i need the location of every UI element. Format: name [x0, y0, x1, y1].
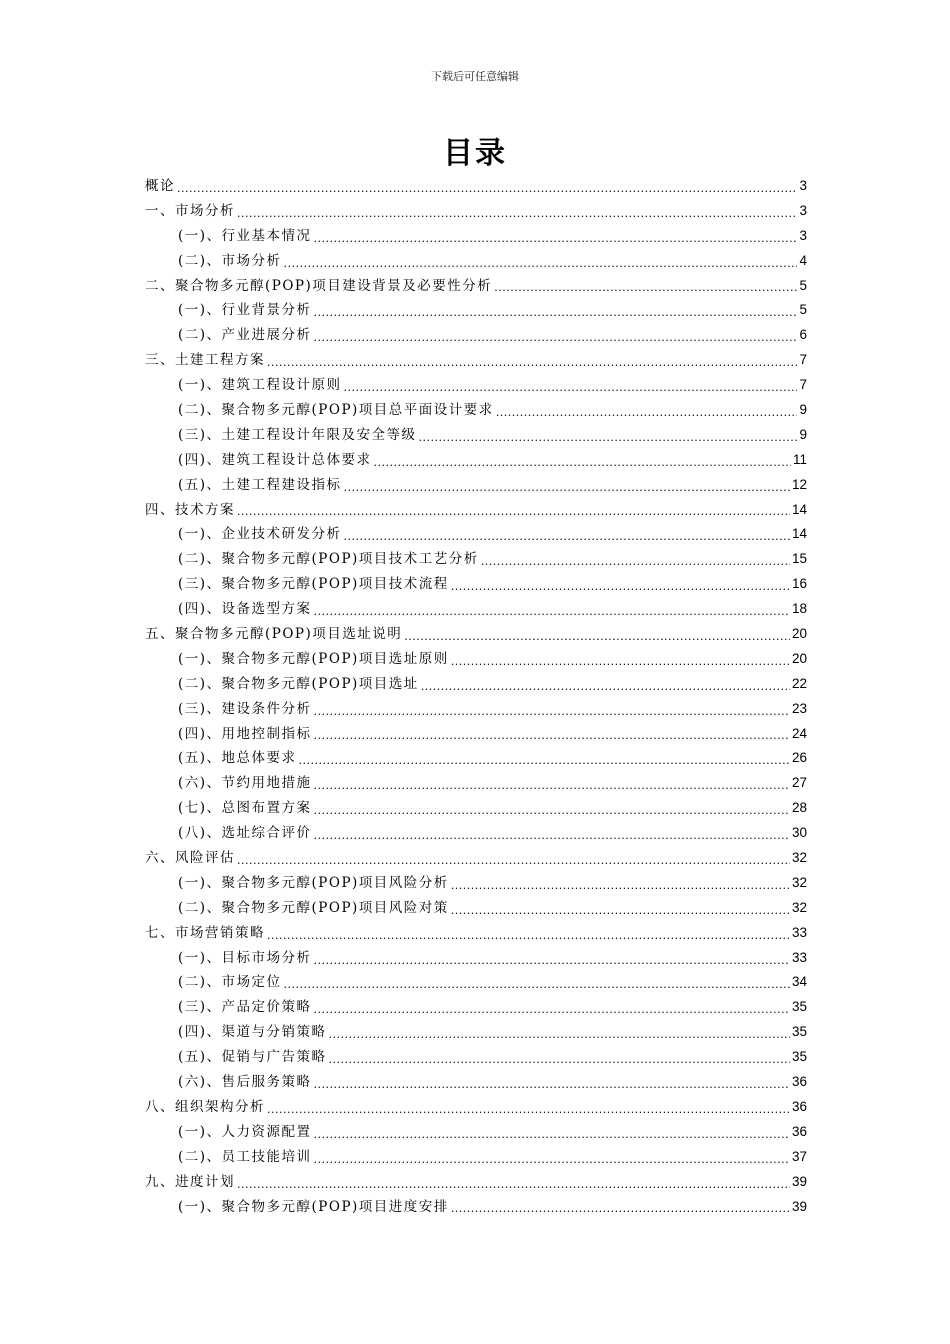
toc-entry-title: (四)、用地控制指标: [178, 725, 312, 742]
toc-entry-page-number: 3: [799, 227, 807, 243]
toc-entry[interactable]: [145, 871, 807, 896]
toc-entry[interactable]: [145, 771, 807, 796]
toc-entry-title: (一)、聚合物多元醇(POP)项目风险分析: [178, 874, 449, 891]
toc-entry[interactable]: [145, 846, 807, 871]
toc-dot-leader: [284, 254, 798, 274]
toc-entry-title: (六)、售后服务策略: [178, 1074, 312, 1091]
toc-entry[interactable]: [145, 473, 807, 498]
toc-entry[interactable]: [145, 647, 807, 672]
toc-entry[interactable]: [145, 946, 807, 971]
toc-entry[interactable]: [145, 622, 807, 647]
toc-entry-title: (一)、企业技术研发分析: [178, 526, 342, 543]
toc-entry-title: 三、土建工程方案: [145, 352, 265, 369]
toc-entry-title: (一)、聚合物多元醇(POP)项目选址原则: [178, 650, 449, 667]
toc-entry[interactable]: [145, 298, 807, 323]
toc-entry[interactable]: [145, 547, 807, 572]
toc-entry-title: (三)、聚合物多元醇(POP)项目技术流程: [178, 576, 449, 593]
toc-dot-leader: [344, 378, 798, 398]
toc-dot-leader: [314, 602, 790, 622]
toc-entry-title: (五)、地总体要求: [178, 750, 297, 767]
toc-entry-title: (三)、建设条件分析: [178, 700, 312, 717]
toc-entry[interactable]: [145, 1095, 807, 1120]
toc-entry-page-number: 35: [791, 1049, 807, 1065]
toc-entry-title: 一、市场分析: [145, 202, 235, 219]
toc-entry-page-number: 20: [791, 626, 807, 642]
toc-entry-page-number: 26: [791, 750, 807, 766]
toc-dot-leader: [267, 926, 790, 946]
toc-entry[interactable]: [145, 1070, 807, 1095]
toc-dot-leader: [237, 502, 790, 522]
toc-dot-leader: [177, 179, 797, 199]
toc-entry-title: 五、聚合物多元醇(POP)项目选址说明: [145, 626, 403, 643]
toc-entry-page-number: 30: [791, 825, 807, 841]
toc-entry-title: (二)、聚合物多元醇(POP)项目选址: [178, 675, 419, 692]
toc-dot-leader: [314, 328, 798, 348]
toc-entry-title: (二)、聚合物多元醇(POP)项目技术工艺分析: [178, 551, 479, 568]
toc-entry[interactable]: [145, 323, 807, 348]
toc-entry[interactable]: [145, 597, 807, 622]
toc-entry-title: (四)、渠道与分销策略: [178, 1024, 327, 1041]
toc-dot-leader: [404, 627, 790, 647]
toc-entry[interactable]: [145, 1145, 807, 1170]
toc-entry[interactable]: [145, 821, 807, 846]
toc-entry-page-number: 18: [791, 601, 807, 617]
toc-dot-leader: [314, 801, 790, 821]
toc-entry-page-number: 39: [791, 1173, 807, 1189]
toc-entry[interactable]: [145, 697, 807, 722]
toc-entry[interactable]: [145, 796, 807, 821]
toc-entry-title: (一)、行业基本情况: [178, 227, 312, 244]
toc-entry[interactable]: [145, 896, 807, 921]
toc-entry-title: 八、组织架构分析: [145, 1098, 265, 1115]
toc-entry-page-number: 34: [791, 974, 807, 990]
toc-entry-page-number: 3: [799, 177, 807, 193]
toc-dot-leader: [314, 1000, 790, 1020]
toc-entry-title: (二)、员工技能培训: [178, 1148, 312, 1165]
toc-dot-leader: [344, 527, 790, 547]
toc-entry-title: (八)、选址综合评价: [178, 825, 312, 842]
toc-entry-title: (七)、总图布置方案: [178, 800, 312, 817]
header-note: 下载后可任意编辑: [431, 70, 519, 83]
toc-entry-page-number: 32: [791, 874, 807, 890]
toc-dot-leader: [419, 428, 798, 448]
toc-entry-title: (四)、建筑工程设计总体要求: [178, 451, 372, 468]
toc-entry-page-number: 7: [799, 377, 807, 393]
toc-entry[interactable]: [145, 995, 807, 1020]
toc-dot-leader: [237, 851, 790, 871]
toc-title: 目录: [443, 136, 507, 171]
toc-entry-page-number: 15: [791, 551, 807, 567]
toc-entry-page-number: 7: [799, 352, 807, 368]
toc-dot-leader: [314, 951, 790, 971]
toc-entry-title: (四)、设备选型方案: [178, 601, 312, 618]
toc-entry-page-number: 33: [791, 949, 807, 965]
toc-dot-leader: [421, 677, 790, 697]
toc-entry[interactable]: [145, 498, 807, 523]
toc-entry[interactable]: [145, 274, 807, 299]
toc-dot-leader: [267, 1100, 790, 1120]
toc-entry-page-number: 35: [791, 999, 807, 1015]
toc-entry-title: (二)、市场分析: [178, 252, 282, 269]
toc-dot-leader: [481, 552, 790, 572]
toc-entry[interactable]: [145, 249, 807, 274]
toc-entry[interactable]: [145, 1045, 807, 1070]
toc-entry-page-number: 14: [791, 501, 807, 517]
toc-entry-title: (三)、产品定价策略: [178, 999, 312, 1016]
toc-entry-title: 七、市场营销策略: [145, 924, 265, 941]
toc-dot-leader: [237, 1175, 790, 1195]
toc-entry[interactable]: [145, 398, 807, 423]
toc-dot-leader: [374, 453, 791, 473]
toc-dot-leader: [451, 577, 790, 597]
toc-entry-page-number: 36: [791, 1123, 807, 1139]
toc-dot-leader: [314, 303, 798, 323]
toc-dot-leader: [299, 751, 790, 771]
toc-entry-page-number: 20: [791, 650, 807, 666]
toc-dot-leader: [329, 1025, 790, 1045]
toc-entry-page-number: 9: [799, 426, 807, 442]
toc-entry-title: 四、技术方案: [145, 501, 235, 518]
toc-entry[interactable]: [145, 971, 807, 996]
toc-dot-leader: [314, 1150, 790, 1170]
toc-entry[interactable]: [145, 448, 807, 473]
toc-entry-title: (五)、促销与广告策略: [178, 1049, 327, 1066]
toc-entry[interactable]: [145, 672, 807, 697]
toc-entry[interactable]: [145, 1120, 807, 1145]
toc-dot-leader: [314, 229, 798, 249]
toc-entry-page-number: 23: [791, 700, 807, 716]
toc-entry[interactable]: [145, 572, 807, 597]
toc-entry-page-number: 12: [791, 476, 807, 492]
toc-dot-leader: [314, 1075, 790, 1095]
toc-entry-title: 六、风险评估: [145, 850, 235, 867]
toc-dot-leader: [314, 702, 790, 722]
toc-dot-leader: [451, 876, 790, 896]
toc-entry-page-number: 5: [799, 277, 807, 293]
toc-entry[interactable]: [145, 224, 807, 249]
toc-dot-leader: [496, 403, 798, 423]
toc-dot-leader: [284, 975, 790, 995]
toc-entry-title: (一)、人力资源配置: [178, 1123, 312, 1140]
toc-entry[interactable]: [145, 373, 807, 398]
toc-entry-page-number: 3: [799, 202, 807, 218]
toc-dot-leader: [314, 1125, 790, 1145]
toc-entry-title: (一)、建筑工程设计原则: [178, 377, 342, 394]
toc-entry-page-number: 6: [799, 327, 807, 343]
toc-dot-leader: [451, 652, 790, 672]
toc-entry-title: (二)、聚合物多元醇(POP)项目风险对策: [178, 899, 449, 916]
toc-entry-page-number: 37: [791, 1148, 807, 1164]
toc-entry-page-number: 11: [792, 451, 807, 467]
toc-entry-title: (三)、土建工程设计年限及安全等级: [178, 426, 417, 443]
toc-entry-title: 二、聚合物多元醇(POP)项目建设背景及必要性分析: [145, 277, 493, 294]
toc-entry[interactable]: [145, 174, 807, 199]
toc-entry[interactable]: [145, 522, 807, 547]
toc-entry-page-number: 33: [791, 924, 807, 940]
toc-dot-leader: [451, 1199, 790, 1219]
toc-dot-leader: [344, 478, 790, 498]
table-of-contents: [145, 174, 807, 1219]
toc-entry[interactable]: [145, 1195, 807, 1220]
toc-entry-page-number: 35: [791, 1024, 807, 1040]
toc-entry-page-number: 9: [799, 402, 807, 417]
toc-entry-page-number: 36: [791, 1074, 807, 1090]
toc-dot-leader: [314, 776, 790, 796]
toc-dot-leader: [329, 1050, 790, 1070]
toc-dot-leader: [314, 826, 790, 846]
toc-entry-page-number: 27: [791, 775, 807, 791]
toc-entry-title: (二)、产业进展分析: [178, 327, 312, 344]
toc-entry-title: (一)、目标市场分析: [178, 949, 312, 966]
toc-entry-title: 九、进度计划: [145, 1173, 235, 1190]
toc-entry-page-number: 16: [791, 576, 807, 592]
toc-entry-page-number: 14: [791, 526, 807, 542]
toc-dot-leader: [314, 726, 790, 746]
toc-entry-title: (六)、节约用地措施: [178, 775, 312, 792]
toc-entry[interactable]: [145, 423, 807, 448]
toc-entry-title: 概论: [145, 177, 175, 194]
toc-entry-page-number: 32: [791, 899, 807, 915]
toc-entry-title: (一)、聚合物多元醇(POP)项目进度安排: [178, 1198, 449, 1215]
toc-dot-leader: [267, 353, 797, 373]
toc-entry-page-number: 24: [791, 725, 807, 741]
toc-dot-leader: [494, 278, 797, 298]
toc-entry-page-number: 39: [791, 1198, 807, 1214]
toc-entry[interactable]: [145, 1170, 807, 1195]
toc-entry[interactable]: [145, 348, 807, 373]
toc-entry[interactable]: [145, 722, 807, 747]
toc-dot-leader: [237, 204, 797, 224]
toc-entry-page-number: 4: [799, 252, 807, 268]
toc-entry[interactable]: [145, 746, 807, 771]
toc-entry-title: (五)、土建工程建设指标: [178, 476, 342, 493]
toc-entry-page-number: 32: [791, 850, 807, 866]
toc-entry-page-number: 5: [799, 302, 807, 318]
toc-entry[interactable]: [145, 199, 807, 224]
toc-entry[interactable]: [145, 1020, 807, 1045]
toc-entry-title: (二)、市场定位: [178, 974, 282, 991]
toc-dot-leader: [451, 901, 790, 921]
toc-entry[interactable]: [145, 921, 807, 946]
toc-entry-page-number: 22: [791, 675, 807, 691]
toc-entry-page-number: 28: [791, 800, 807, 816]
toc-entry-title: (二)、聚合物多元醇(POP)项目总平面设计要求: [178, 402, 494, 418]
toc-entry-page-number: 36: [791, 1098, 807, 1114]
toc-entry-title: (一)、行业背景分析: [178, 302, 312, 319]
